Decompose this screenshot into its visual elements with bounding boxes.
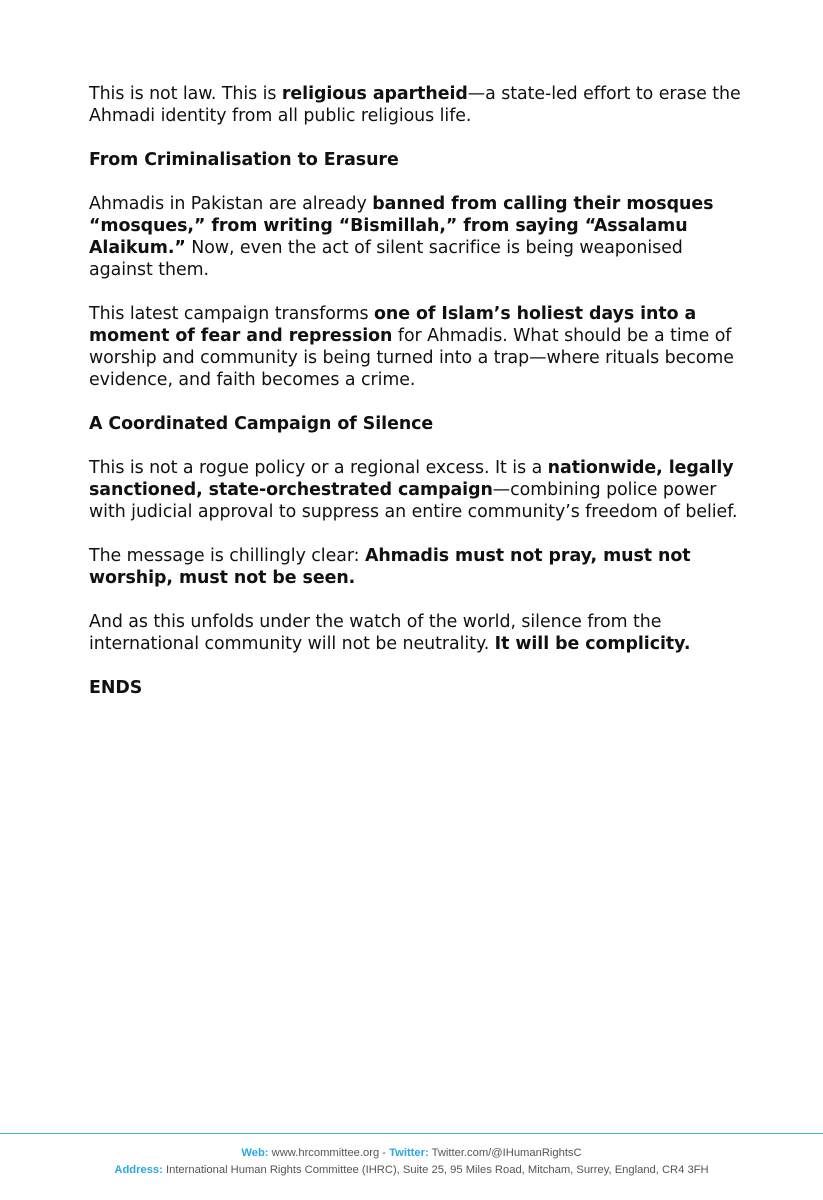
- footer-contact-line: [0, 1145, 823, 1161]
- paragraph-text: This is not a rogue policy or a regional excess. It is a: [89, 458, 548, 478]
- paragraph-complicity: [89, 611, 749, 655]
- paragraph-nationwide-campaign: [89, 457, 749, 523]
- ends-marker: ENDS: [89, 678, 143, 698]
- paragraph-text: This latest campaign transforms: [89, 304, 374, 324]
- paragraph-text: —a state-led effort to erase the Ahmadi identity from all public religious life.: [89, 84, 741, 126]
- paragraph-text: for Ahmadis. What should be a time of worship and community is being turned into a trap—where rituals become evidence, and faith becomes a crime.: [89, 326, 734, 390]
- address-label: Address:: [114, 1164, 163, 1176]
- twitter-label: Twitter:: [389, 1147, 429, 1159]
- paragraph-bold-text: one of Islam’s holiest days into a moment of fear and repression: [89, 304, 697, 346]
- paragraph-bold-text: religious apartheid: [281, 84, 468, 104]
- address-text: International Human Rights Committee (IHRC), Suite 25, 95 Miles Road, Mitcham, Surrey, England, CR4 3FH: [162, 1164, 709, 1176]
- paragraph-text: This is not law. This is: [89, 84, 282, 104]
- web-label: Web:: [241, 1147, 269, 1159]
- footer-address-line: [0, 1162, 823, 1178]
- document-body: [89, 83, 749, 721]
- paragraph-text: And as this unfolds under the watch of the world, silence from the international community will not be neutrality.: [89, 612, 662, 654]
- paragraph-banned-practices: [89, 193, 749, 281]
- paragraph-text: Ahmadis in Pakistan are already: [89, 194, 373, 214]
- footer-divider: [0, 1133, 823, 1134]
- paragraph-latest-campaign: [89, 303, 749, 391]
- paragraph-bold-text: It will be complicity.: [494, 634, 691, 654]
- twitter-link[interactable]: Twitter.com/@IHumanRightsC: [428, 1147, 582, 1159]
- section-heading-coordinated-campaign: A Coordinated Campaign of Silence: [89, 414, 434, 434]
- paragraph-bold-text: nationwide, legally sanctioned, state-orchestrated campaign: [89, 458, 734, 500]
- section-heading-criminalisation: From Criminalisation to Erasure: [89, 150, 399, 170]
- paragraph-text: The message is chillingly clear:: [89, 546, 365, 566]
- paragraph-text: Now, even the act of silent sacrifice is being weaponised against them.: [89, 238, 683, 280]
- paragraph-religious-apartheid: [89, 83, 749, 127]
- paragraph-bold-text: Ahmadis must not pray, must not worship, must not be seen.: [89, 546, 691, 588]
- paragraph-text: —combining police power with judicial approval to suppress an entire community’s freedom of belief.: [89, 480, 738, 522]
- web-link[interactable]: www.hrcommittee.org -: [268, 1147, 390, 1159]
- paragraph-bold-text: banned from calling their mosques “mosques,” from writing “Bismillah,” from saying “Assalamu Alaikum.”: [89, 194, 714, 258]
- paragraph-message: [89, 545, 749, 589]
